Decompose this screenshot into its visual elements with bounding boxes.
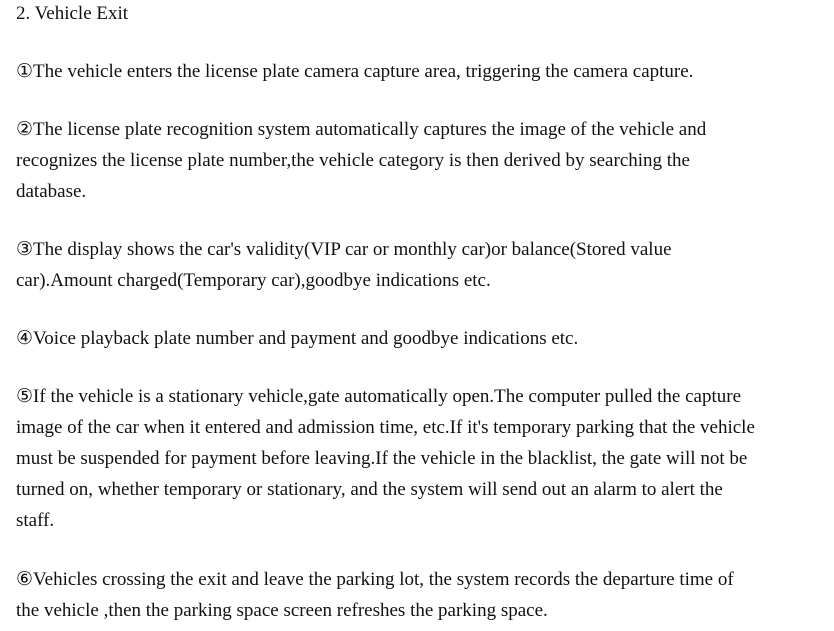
paragraph-line: car).Amount charged(Temporary car),goodbye indications etc. [16, 270, 491, 291]
paragraph-line: ④Voice playback plate number and payment and goodbye indications etc. [16, 328, 579, 349]
paragraph-line: ①The vehicle enters the license plate camera capture area, triggering the camera capture. [16, 61, 694, 82]
paragraph-line: ③The display shows the car's validity(VIP car or monthly car)or balance(Stored value [16, 239, 672, 260]
paragraph-line: turned on, whether temporary or stationary, and the system will send out an alarm to alert the [16, 479, 723, 500]
paragraph-line: ⑥Vehicles crossing the exit and leave the parking lot, the system records the departure time of [16, 569, 734, 590]
paragraph-step-5 [16, 381, 755, 536]
paragraph-line: image of the car when it entered and admission time, etc.If it's temporary parking that the vehicle [16, 417, 755, 438]
paragraph-line: the vehicle ,then the parking space screen refreshes the parking space. [16, 600, 548, 621]
paragraph-step-2 [16, 114, 706, 207]
paragraph-line: must be suspended for payment before leaving.If the vehicle in the blacklist, the gate will not be [16, 448, 748, 469]
section-heading: 2. Vehicle Exit [16, 3, 129, 24]
paragraph-line: staff. [16, 510, 55, 531]
paragraph-step-6 [16, 564, 734, 626]
paragraph-line: ②The license plate recognition system automatically captures the image of the vehicle and [16, 119, 707, 140]
paragraph-line: ⑤If the vehicle is a stationary vehicle,gate automatically open.The computer pulled the capture [16, 386, 742, 407]
paragraph-step-3 [16, 234, 672, 296]
paragraph-step-1 [16, 56, 693, 87]
paragraph-step-4 [16, 323, 578, 354]
paragraph-line: database. [16, 181, 87, 202]
paragraph-line: recognizes the license plate number,the vehicle category is then derived by searching the [16, 150, 690, 171]
